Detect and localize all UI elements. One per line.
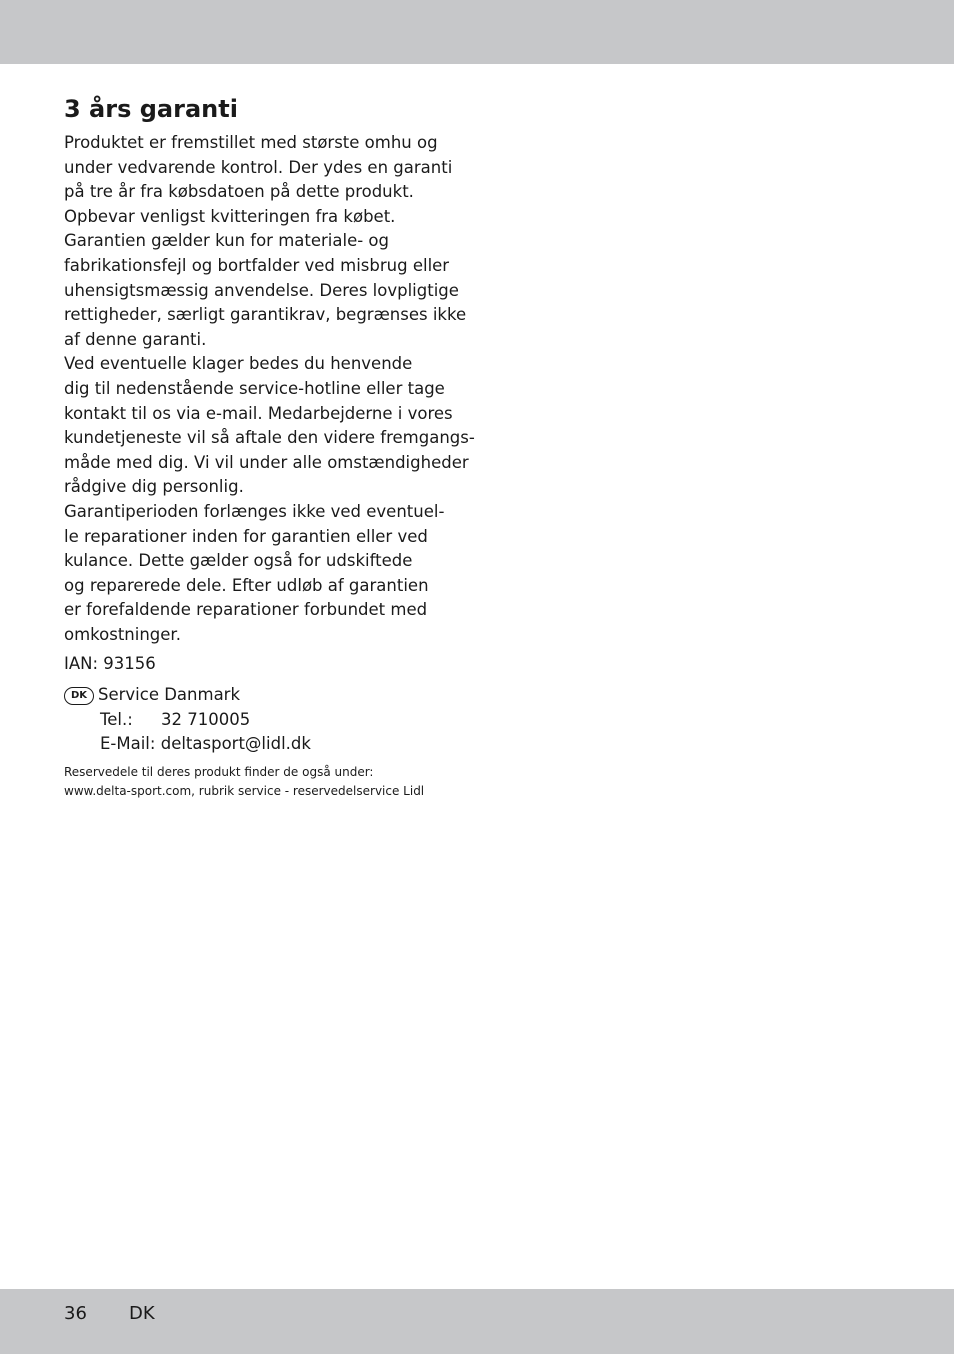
header-bar (0, 0, 954, 64)
text-line: uhensigtsmæssig anvendelse. Deres lovpligtige (64, 280, 459, 300)
tel-value: 32 710005 (161, 709, 251, 729)
text-line: kulance. Dette gælder også for udskiftede (64, 551, 413, 571)
text-line: måde med dig. Vi vil under alle omstændigheder (64, 452, 469, 472)
email-label: E-Mail: (100, 734, 156, 754)
spare-parts-line: Reservedele til deres produkt finder de også under: (64, 765, 374, 779)
page-title: 3 års garanti (64, 95, 238, 123)
text-line: Produktet er fremstillet med største omhu og (64, 133, 438, 152)
warranty-text (64, 131, 475, 647)
text-line: og reparerede dele. Efter udløb af garantien (64, 575, 429, 595)
text-line: rådgive dig personlig. (64, 477, 244, 497)
service-block (64, 683, 311, 757)
ian-number: IAN: 93156 (64, 654, 156, 673)
text-line: kundetjeneste vil så aftale den videre fremgangs- (64, 428, 475, 448)
text-line: Opbevar venligst kvitteringen fra købet. (64, 206, 396, 226)
text-line: af denne garanti. (64, 329, 207, 349)
text-line: på tre år fra købsdatoen på dette produkt. (64, 182, 414, 202)
spare-parts-link[interactable]: www.delta-sport.com, rubrik service - reservedelservice Lidl (64, 784, 425, 798)
text-line: under vedvarende kontrol. Der ydes en garanti (64, 157, 453, 177)
service-title: Service Danmark (98, 685, 241, 704)
page-number: 36 (64, 1303, 87, 1324)
text-line: dig til nedenstående service-hotline eller tage (64, 378, 445, 398)
text-line: omkostninger. (64, 624, 181, 644)
text-line: er forefaldende reparationer forbundet med (64, 600, 428, 620)
page-language: DK (129, 1303, 155, 1324)
text-line: Garantien gælder kun for materiale- og (64, 231, 389, 251)
text-line: kontakt til os via e-mail. Medarbejderne i vores (64, 403, 453, 423)
text-line: Ved eventuelle klager bedes du henvende (64, 354, 413, 374)
spare-parts-note (64, 763, 424, 801)
country-badge-icon: DK (64, 687, 94, 705)
email-line (100, 732, 311, 757)
tel-label: Tel.: (100, 709, 133, 729)
text-line: le reparationer inden for garantien eller ved (64, 526, 428, 546)
text-line: rettigheder, særligt garantikrav, begrænses ikke (64, 305, 467, 325)
text-line: Garantiperioden forlænges ikke ved eventuel- (64, 501, 445, 521)
email-link[interactable]: deltasport@lidl.dk (160, 734, 311, 754)
text-line: fabrikationsfejl og bortfalder ved misbrug eller (64, 255, 450, 275)
